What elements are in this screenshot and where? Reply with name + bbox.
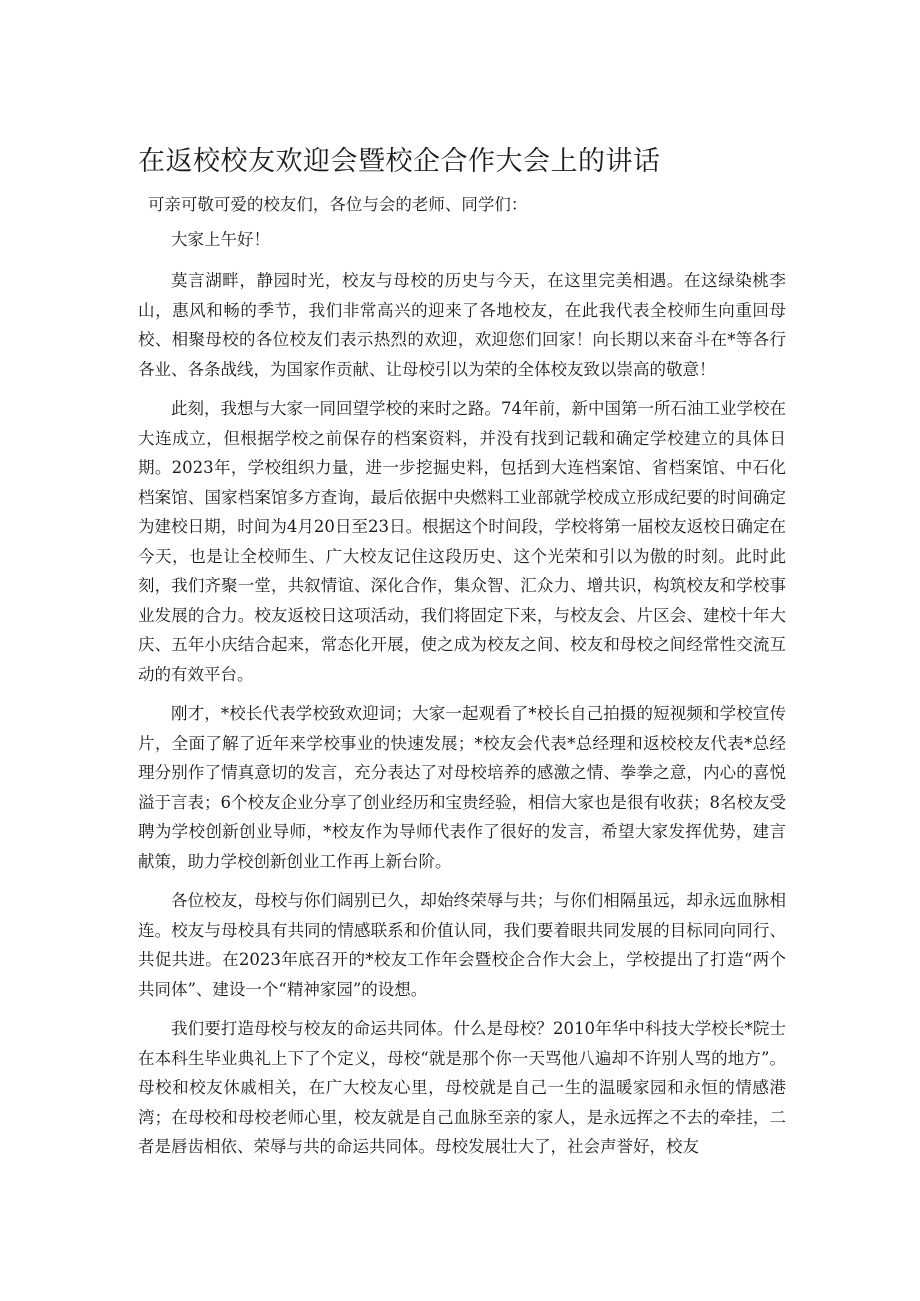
document-title: 在返校校友欢迎会暨校企合作大会上的讲话 [138, 146, 661, 177]
greeting: 大家上午好！ [171, 229, 270, 249]
paragraph-destiny: 我们要打造母校与校友的命运共同体。什么是母校？2010年华中科技大学校长*院士在本科生毕业典礼上下了个定义，母校“就是那个你一天骂他八遍却不许别人骂的地方”。母校和校友休戚相关，在广大校友心里，母校就是自己一生的温暖家园和永恒的情感港湾；在母校和母校老师心里，校友就是自己血脉至亲的家人，是永远挥之不去的牵挂，二者是唇齿相依、荣辱与共的命运共同体。母校发展壮大了，社会声誉好，校友 [138, 1019, 786, 1156]
paragraph-welcome: 莫言湖畔，静园时光，校友与母校的历史与今天，在这里完美相遇。在这绿染桃李山，惠风和畅的季节，我们非常高兴的迎来了各地校友，在此我代表全校师生向重回母校、相聚母校的各位校友们表示热烈的欢迎，欢迎您们回家！向长期以来奋斗在*等各行各业、各条战线，为国家作贡献、让母校引以为荣的全体校友致以崇高的敬意！ [138, 271, 786, 379]
paragraph-review: 刚才，*校长代表学校致欢迎词；大家一起观看了*校长自己拍摄的短视频和学校宣传片，全面了解了近年来学校事业的快速发展；*校友会代表*总经理和返校校友代表*总经理分别作了情真意切的发言，充分表达了对母校培养的感激之情、拳拳之意，内心的喜悦溢于言表；6个校友企业分享了创业经历和宝贵经验，相信大家也是很有收获；8名校友受聘为学校创新创业导师，*校友作为导师代表作了很好的发言，希望大家发挥优势，建言献策，助力学校创新创业工作再上新台阶。 [138, 704, 786, 871]
paragraph-community: 各位校友，母校与你们阔别已久，却始终荣辱与共；与你们相隔虽远，却永远血脉相连。校友与母校具有共同的情感联系和价值认同，我们要着眼共同发展的目标同向同行、共促共进。在2023年底召开的*校友工作年会暨校企合作大会上，学校提出了打造“两个共同体”、建设一个“精神家园”的设想。 [138, 891, 786, 999]
paragraph-history: 此刻，我想与大家一同回望学校的来时之路。74年前，新中国第一所石油工业学校在大连成立，但根据学校之前保存的档案资料，并没有找到记载和确定学校建立的具体日期。2023年，学校组织力量，进一步挖掘史料，包括到大连档案馆、省档案馆、中石化档案馆、国家档案馆多方查询，最后依据中央燃料工业部就学校成立形成纪要的时间确定为建校日期，时间为4月20日至23日。根据这个时间段，学校将第一届校友返校日确定在今天，也是让全校师生、广大校友记住这段历史、这个光荣和引以为傲的时刻。此时此刻，我们齐聚一堂，共叙情谊、深化合作，集众智、汇众力、增共识，构筑校友和学校事业发展的合力。校友返校日这项活动，我们将固定下来，与校友会、片区会、建校十年大庆、五年小庆结合起来，常态化开展，使之成为校友之间、校友和母校之间经常性交流互动的有效平台。 [138, 399, 786, 684]
salutation: 可亲可敬可爱的校友们，各位与会的老师、同学们： [147, 195, 528, 214]
document-body [138, 190, 786, 1172]
